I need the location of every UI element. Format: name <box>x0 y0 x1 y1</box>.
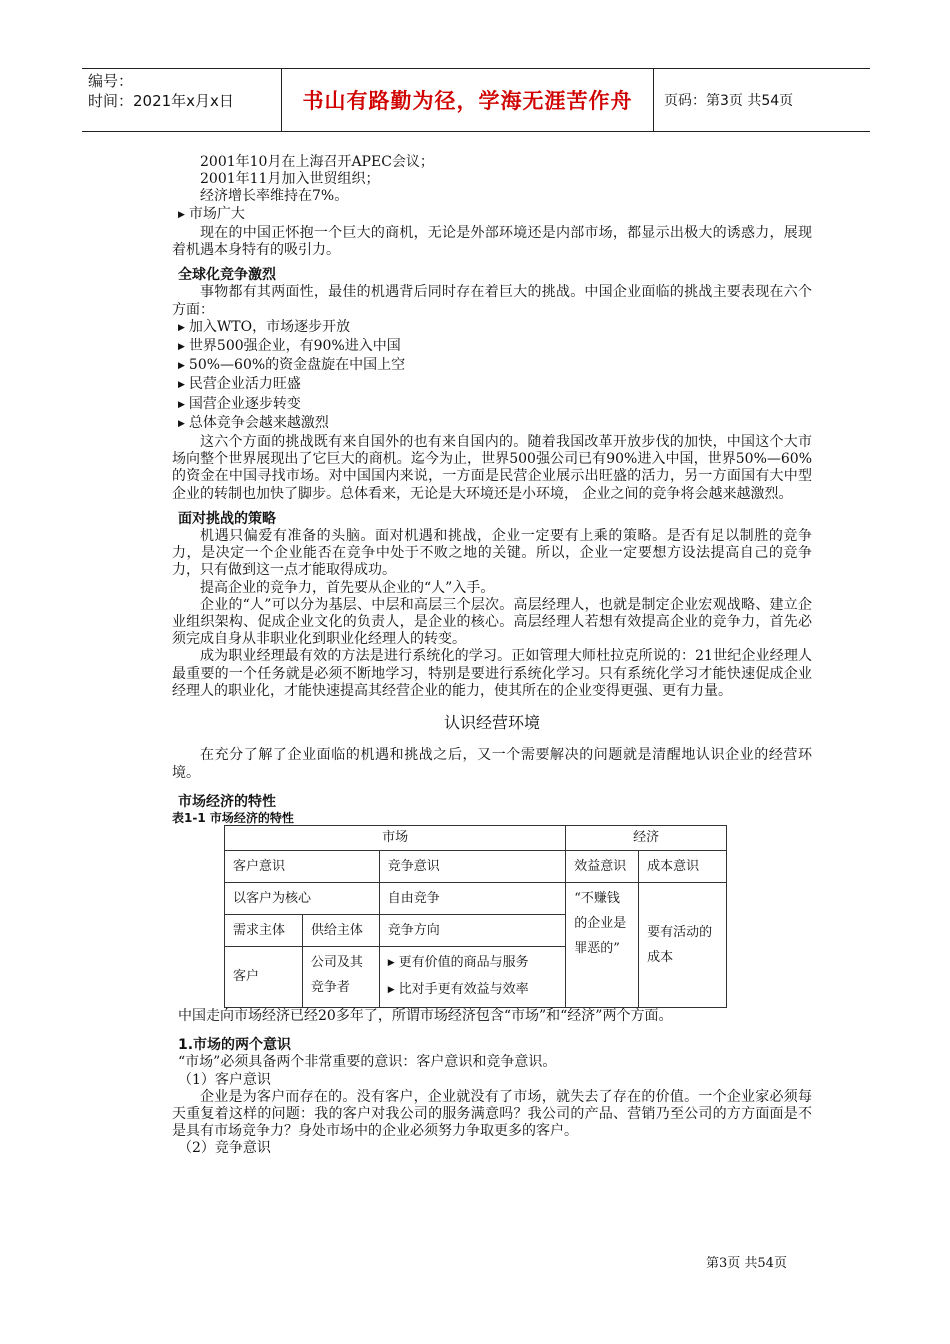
paragraph: “市场”必须具备两个非常重要的意识：客户意识和竞争意识。 <box>178 1054 557 1071</box>
section-title: 认识经营环境 <box>443 713 540 733</box>
subheading: 市场经济的特性 <box>178 793 276 810</box>
text-line: 2001年11月加入世贸组织； <box>200 171 380 188</box>
table-cell: 成本意识 <box>639 850 727 882</box>
paragraph: 企业是为客户而存在的。没有客户，企业就没有了市场，就失去了存在的价值。一个企业家必须每天重复着这样的问题：我的客户对我公司的服务满意吗？我公司的产品、营销乃至公司的方方面面是不是具有市场竞争力？身处市场中的企业必须努力争取更多的客户。 <box>172 1088 812 1140</box>
paragraph: 成为职业经理最有效的方法是进行系统化的学习。正如管理大师杜拉克所说的：21世纪企业经理人最重要的一个任务就是必须不断地学习，特别是要进行系统化学习。只有系统化学习才能快速促成企业经理人的职业化，才能快速提高其经营企业的能力，使其所在的企业变得更强、更有力量。 <box>172 648 812 699</box>
header-motto-cell <box>281 69 654 131</box>
paragraph: 现在的中国正怀抱一个巨大的商机，无论是外部环境还是内部市场，都显示出极大的诱惑力，展现着机遇本身特有的吸引力。 <box>172 224 812 259</box>
table-cell: 客户意识 <box>225 850 380 882</box>
table-cell: 公司及其竞争者 <box>302 946 379 1007</box>
subheading: 全球化竞争激烈 <box>178 267 276 284</box>
table-cell: “不赚钱的企业是罪恶的” <box>566 882 639 1007</box>
page-footer: 第3页 共54页 <box>706 1256 787 1271</box>
table-row <box>225 825 727 850</box>
text-line: 2001年10月在上海召开APEC会议； <box>200 154 434 170</box>
bullet-item: ▶ 50%—60%的资金盘旋在中国上空 <box>172 357 812 376</box>
table-cell: 自由竞争 <box>379 882 566 914</box>
paragraph: 中国走向市场经济已经20多年了，所谓市场经济包含“市场”和“经济”两个方面。 <box>178 1007 673 1024</box>
table-cell: 以客户为核心 <box>225 882 380 914</box>
bullet-item: ▶ 国营企业逐步转变 <box>172 396 812 415</box>
header-motto: 书山有路勤为径，学海无涯苦作舟 <box>302 89 633 113</box>
table-cell: 客户 <box>225 946 303 1007</box>
subheading-minor: （2）竞争意识 <box>178 1140 271 1157</box>
document-body <box>172 154 812 1158</box>
subheading: 1.市场的两个意识 <box>178 1037 292 1054</box>
header-page-number: 页码：第3页 共54页 <box>664 93 794 109</box>
table-cell: 竞争方向 <box>379 914 566 946</box>
paragraph: 机遇只偏爱有准备的头脑。面对机遇和挑战，企业一定要有上乘的策略。是否有足以制胜的竞争力，是决定一个企业能否在竞争中处于不败之地的关键。所以，企业一定要想方设法提高自己的竞争力，只有做到这一点才能取得成功。 <box>172 528 812 579</box>
paragraph: 在充分了解了企业面临的机遇和挑战之后，又一个需要解决的问题就是清醒地认识企业的经营环境。 <box>172 747 812 781</box>
table-caption: 表1-1 市场经济的特性 <box>172 810 294 825</box>
table-bullet: ▶ 更有价值的商品与服务 <box>388 950 558 977</box>
table-cell: 市场 <box>225 825 566 850</box>
bullet-item: ▶ 总体竞争会越来越激烈 <box>172 415 812 434</box>
bullet-item: ▶ 加入WTO，市场逐步开放 <box>172 319 812 338</box>
paragraph: 事物都有其两面性，最佳的机遇背后同时存在着巨大的挑战。中国企业面临的挑战主要表现在六个方面： <box>172 284 812 318</box>
market-economy-table <box>224 825 727 1008</box>
header-meta <box>88 71 278 111</box>
paragraph: 企业的“人”可以分为基层、中层和高层三个层次。高层经理人，也就是制定企业宏观战略、建立企业组织架构、促成企业文化的负责人，是企业的核心。高层经理人若想有效提高企业的竞争力，首先必须完成自身从非职业化到职业化经理人的转变。 <box>172 596 812 648</box>
bullet-item: ▶ 世界500强企业，有90%进入中国 <box>172 338 812 357</box>
table-cell <box>379 946 566 1007</box>
table-cell: 需求主体 <box>225 914 303 946</box>
bullet-item: ▶ 市场广大 <box>172 206 812 225</box>
page-header <box>82 68 870 132</box>
subheading-minor: （1）客户意识 <box>178 1071 271 1088</box>
table-row <box>225 850 727 882</box>
table-cell: 供给主体 <box>302 914 379 946</box>
text-line: 经济增长率维持在7%。 <box>200 188 349 205</box>
table-cell: 效益意识 <box>566 850 639 882</box>
table-row <box>225 882 727 914</box>
date-label: 时间：2021年x月x日 <box>88 92 234 110</box>
paragraph: 提高企业的竞争力，首先要从企业的“人”入手。 <box>200 579 495 596</box>
table-cell: 竞争意识 <box>379 850 566 882</box>
doc-number-label: 编号： <box>88 72 134 90</box>
table-bullet: ▶ 比对手更有效益与效率 <box>388 977 558 1004</box>
table-cell: 经济 <box>566 825 727 850</box>
subheading: 面对挑战的策略 <box>178 510 276 527</box>
table-cell: 要有活动的成本 <box>639 882 727 1007</box>
bullet-item: ▶ 民营企业活力旺盛 <box>172 376 812 395</box>
paragraph: 这六个方面的挑战既有来自国外的也有来自国内的。随着我国改革开放步伐的加快，中国这个大市场向整个世界展现出了它巨大的商机。迄今为止，世界500强公司已有90%进入中国，世界50%—60%的资金在中国寻找市场。对中国国内来说，一方面是民营企业展示出旺盛的活力，另一方面国有大中型企业的转制也加快了脚步。总体看来，无论是大环境还是小环境， 企业之间的竞争将会越来越激烈。 <box>172 434 812 502</box>
